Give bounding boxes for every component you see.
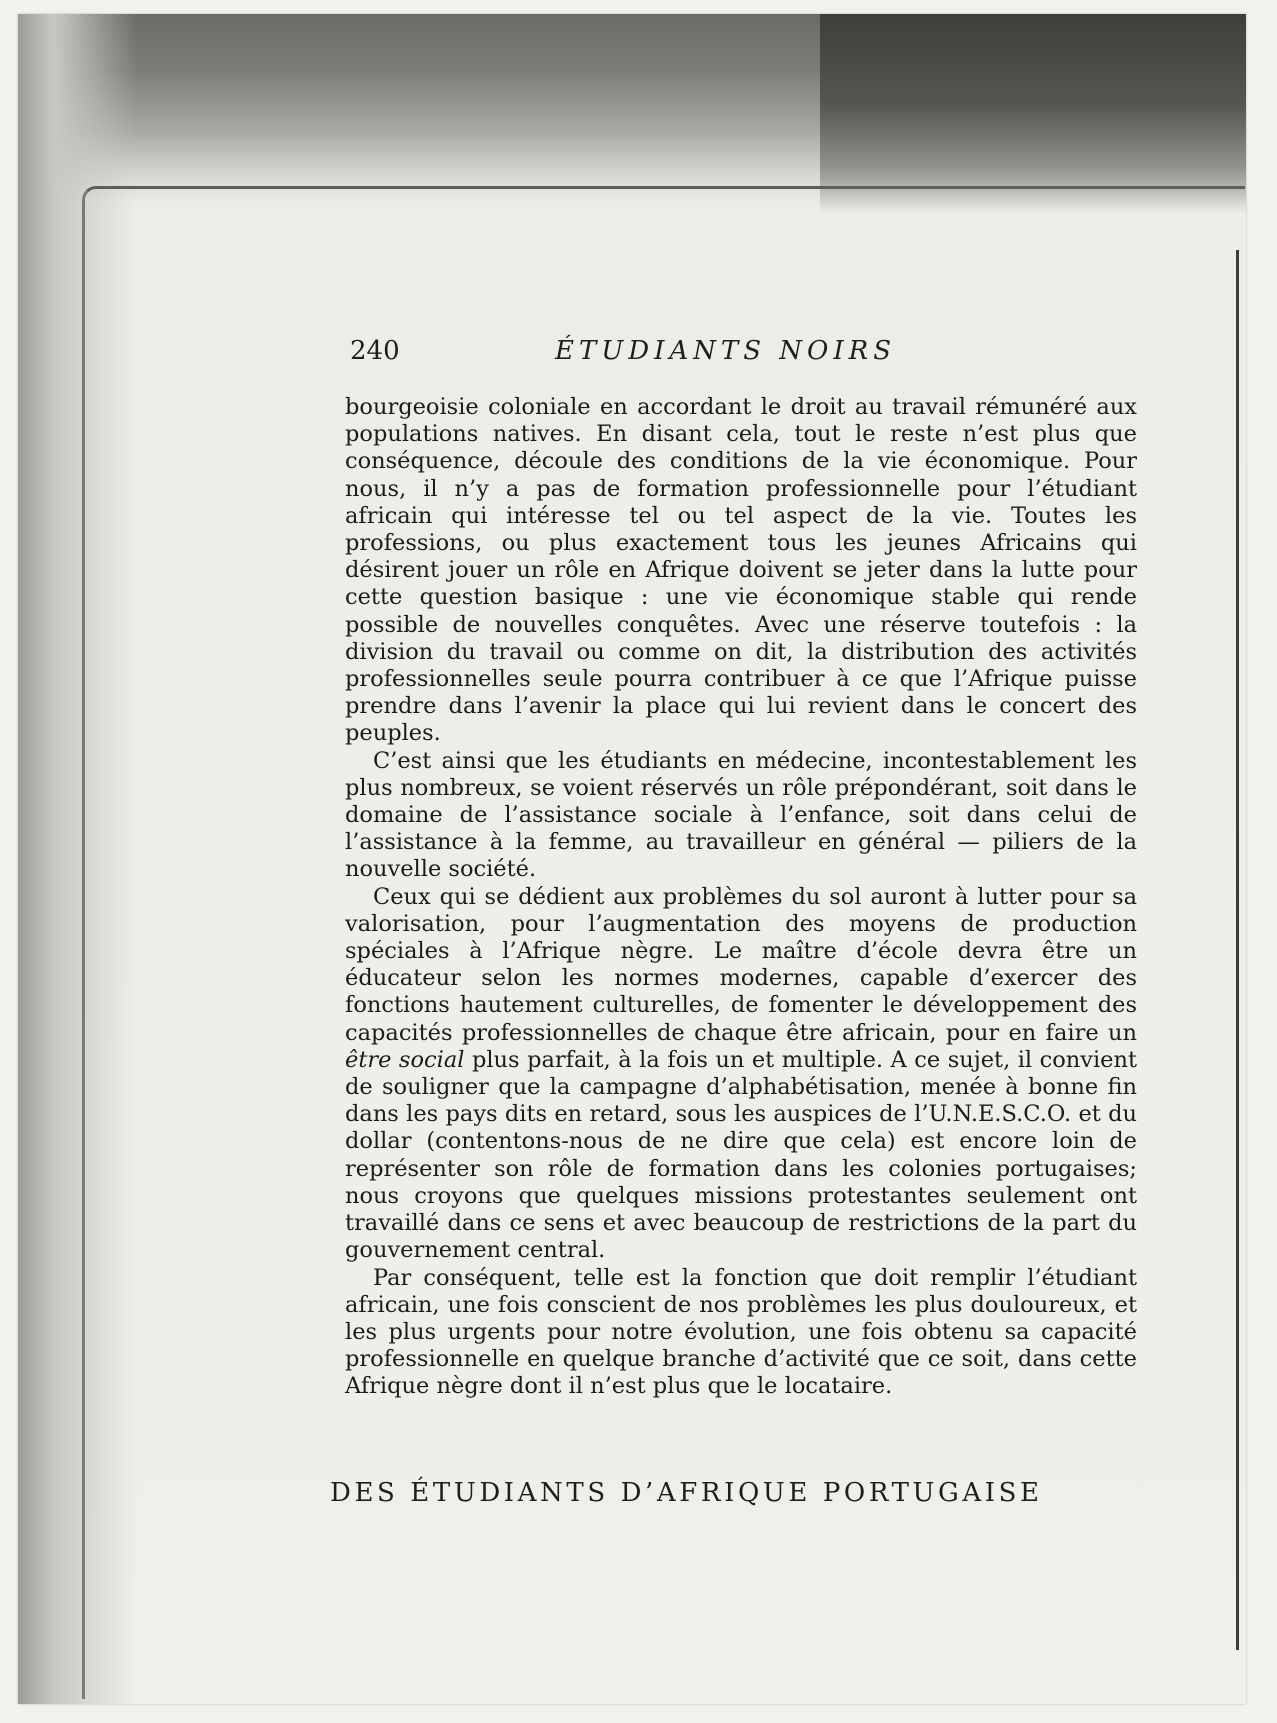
- paragraph-3: [345, 884, 1137, 1265]
- paragraph-3-italic: être social: [345, 1046, 465, 1073]
- paragraph-3-after: plus parfait, à la fois un et multiple. A ce sujet, il convient de souligner que la campagne d’alphabétisation, menée à bonne fin dans les pays dits en retard, sous les auspices de l’U.N.E.S.C.O. et du dollar (contentons-nous de ne dire que cela) est encore loin de représenter son rôle de formation dans les colonies portugaises; nous croyons que quelques missions protestantes seulement ont travaillé dans ce sens et avec beaucoup de restrictions de la part du gouvernement central.: [345, 1046, 1137, 1264]
- body-text: [345, 394, 1137, 1401]
- running-head: ÉTUDIANTS NOIRS: [555, 336, 897, 366]
- section-title: DES ÉTUDIANTS D’AFRIQUE PORTUGAISE: [330, 1478, 1043, 1508]
- paragraph-1: bourgeoisie coloniale en accordant le droit au travail rémunéré aux populations natives. En disant cela, tout le reste n’est plus que conséquence, découle des conditions de la vie économique. Pour nous, il n’y a pas de formation professionnelle pour l’étudiant africain qui intéresse tel ou tel aspect de la vie. Toutes les professions, ou plus exactement tous les jeunes Africains qui désirent jouer un rôle en Afrique doivent se jeter dans la lutte pour cette question basique : une vie économique stable qui rende possible de nouvelles conquêtes. Avec une réserve toutefois : la division du travail ou comme on dit, la distribution des activités professionnelles seule pourra contribuer à ce que l’Afrique puisse prendre dans l’avenir la place qui lui revient dans le concert des peuples.: [345, 394, 1137, 747]
- paragraph-2: C’est ainsi que les étudiants en médecine, incontestablement les plus nombreux, se voient réservés un rôle prépondérant, soit dans le domaine de l’assistance sociale à l’enfance, soit dans celui de l’assistance à la femme, au travailleur en général — piliers de la nouvelle société.: [345, 747, 1137, 883]
- paragraph-3-before: Ceux qui se dédient aux problèmes du sol auront à lutter pour sa valorisation, pour l’augmentation des moyens de production spéciales à l’Afrique nègre. Le maître d’école devra être un éducateur selon les normes modernes, capable d’exercer des fonctions hautement culturelles, de fomenter le développement des capacités professionnelles de chaque être africain, pour en faire un: [345, 883, 1137, 1046]
- right-page-edge: [1236, 250, 1239, 1650]
- page-header: [350, 332, 950, 372]
- page-number: 240: [350, 336, 400, 366]
- paragraph-4: Par conséquent, telle est la fonction que doit remplir l’étudiant africain, une fois conscient de nos problèmes les plus douloureux, et les plus urgents pour notre évolution, une fois obtenu sa capacité professionnelle en quelque branche d’activité que ce soit, dans cette Afrique nègre dont il n’est plus que le locataire.: [345, 1264, 1137, 1400]
- binding-shadow-dark: [820, 14, 1246, 214]
